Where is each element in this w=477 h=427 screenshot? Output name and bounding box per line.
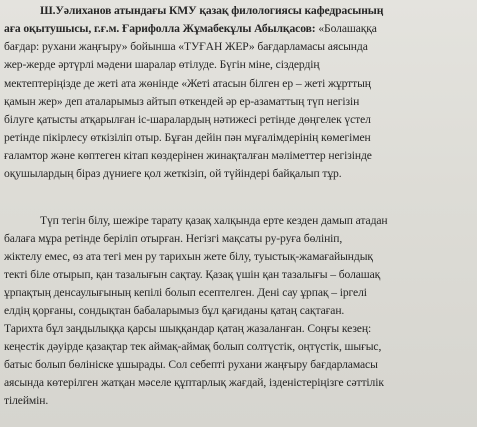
- paragraph-2-first-line: Түп тегін білу, шежіре тарату қазақ халқында ерте кезден дамып атадан: [40, 214, 388, 227]
- paragraph-1-line: бағдар: рухани жаңғыру» бойынша «ТУҒАН ЖЕР» бағдарламасы аясында: [4, 40, 368, 53]
- paragraph-2-line: елдің қорғаны, сондықтан бабаларымыз бұл қағиданы қатаң сақтаған.: [4, 304, 345, 317]
- paragraph-1-line: жер-жерде әртүрлі мәдени шаралар өтілуде. Бүгін міне, сіздердің: [4, 58, 320, 71]
- paragraph-1-line: білуге қатысты атқарылған іс-шаралардың нәтижесі ретінде дөңгелек үстел: [4, 113, 371, 126]
- paragraph-2-line: батыс болып бөлініске ұшырады. Сол себепті рухани жаңғыру бағдарламасы: [4, 358, 378, 371]
- paragraph-2-line: тілеймін.: [4, 394, 49, 407]
- author-title-rest: «Болашаққа: [318, 22, 377, 35]
- author-intro-line: Ш.Уәлиханов атындағы КМУ қазақ филологиясы кафедрасының: [40, 4, 384, 17]
- paragraph-1-line: ғаламтор және көптеген кітап көздерінен жинақталған мәліметтер негізінде: [4, 149, 372, 162]
- paragraph-1-line: қамын жер» деп аталарымыз айтып өткендей әр ер-азаматтың түп негізін: [4, 95, 360, 108]
- author-title-bold: аға оқытушысы, г.ғ.м. Ғарифолла Жұмабекұлы Абылқасов:: [4, 22, 316, 35]
- paragraph-2-line: ұрпақтың денсаулығының кепілі болып есептелген. Дені сау ұрпақ – іргелі: [4, 286, 367, 299]
- paragraph-2-line: кеңестік дәуірде қазақтар тек аймақ-аймақ болып солтүстік, оңтүстік, шығыс,: [4, 340, 382, 353]
- paragraph-1-line: мектептеріңізде де жеті ата жөнінде «Жеті атасын білген ер – жеті жұрттың: [4, 77, 371, 90]
- author-title-line: [4, 20, 477, 38]
- paragraph-2-line: аясында көтерілген жатқан мәселе құптарлық жағдай, ізденістеріңізге сәттілік: [4, 376, 384, 389]
- paragraph-1-line: ретінде пікірлесу өткізіліп отыр. Бұған дейін пән мұғалімдерінің көмегімен: [4, 131, 371, 144]
- paragraph-2-line: жіктелу емес, өз ата тегі мен ру тарихын жете білу, туыстық-жамағайындық: [4, 250, 373, 263]
- paragraph-2-line: текті біле отырып, қан тазалығын сақтау. Қазақ үшін қан тазалығы – болашақ: [4, 268, 381, 281]
- paragraph-1-line: оқушылардың біраз дүниеге қол жеткізіп, ой түйіндері байқалып тұр.: [4, 167, 342, 180]
- paragraph-2-line: Тарихта бұл заңдылыққа қарсы шыққандар қатаң жазаланған. Соңғы кезең:: [4, 322, 372, 335]
- paragraph-2-line: балаға мұра ретінде беріліп отырған. Негізгі мақсаты ру-руға бөлініп,: [4, 232, 343, 245]
